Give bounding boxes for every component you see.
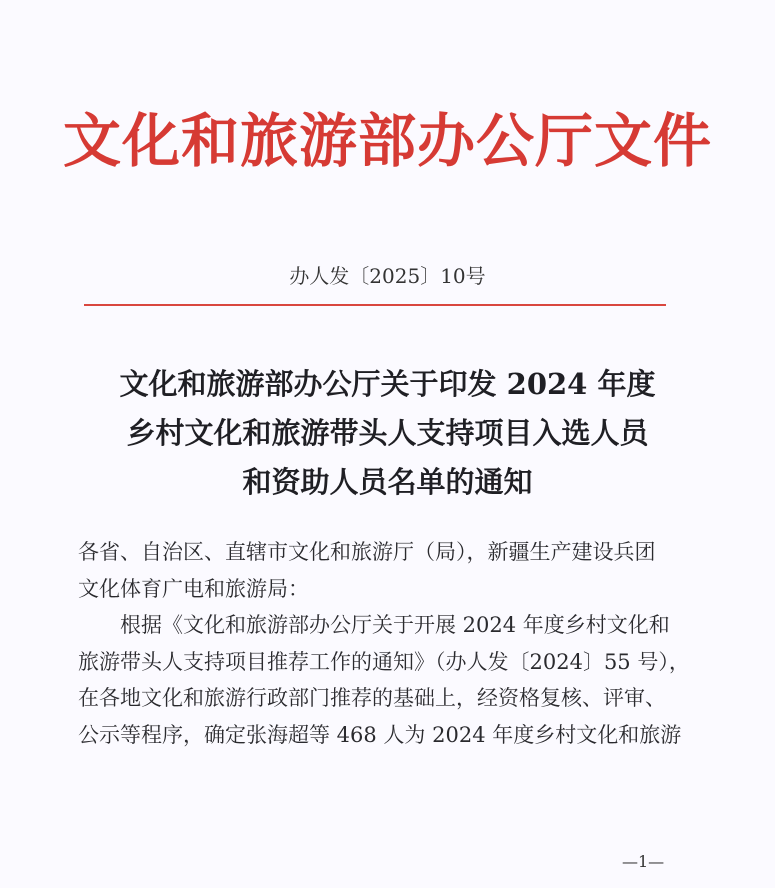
body-line: 在各地文化和旅游行政部门推荐的基础上，经资格复核、评审、 [78, 686, 666, 710]
notice-title [0, 360, 775, 507]
body-line: 各省、自治区、直辖市文化和旅游厅（局），新疆生产建设兵团 [78, 540, 656, 564]
document-masthead: 文化和旅游部办公厅文件 [62, 107, 712, 175]
title-line: 文化和旅游部办公厅关于印发 2024 年度 [119, 367, 656, 401]
body-line: 文化体育广电和旅游局： [78, 576, 309, 601]
notice-body [78, 534, 688, 753]
page-number: —1— [622, 852, 665, 871]
title-line: 和资助人员名单的通知 [242, 465, 533, 499]
red-separator-line [84, 304, 666, 306]
body-line: 公示等程序，确定张海超等 468 人为 2024 年度乡村文化和旅游 [78, 722, 682, 747]
body-line: 旅游带头人支持项目推荐工作的通知》（办人发〔2024〕55 号）， [78, 649, 690, 674]
document-number: 办人发〔2025〕10号 [289, 264, 486, 288]
body-line: 根据《文化和旅游部办公厅关于开展 2024 年度乡村文化和 [78, 613, 670, 637]
title-line: 乡村文化和旅游带头人支持项目入选人员 [126, 416, 649, 450]
